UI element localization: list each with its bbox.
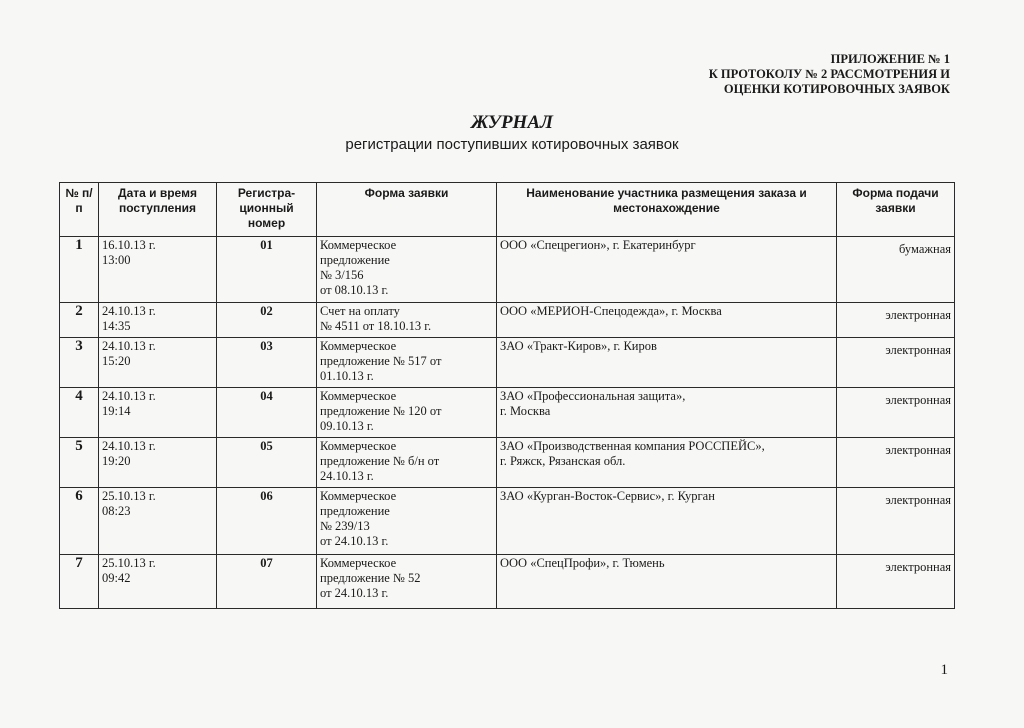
row-submission: электронная xyxy=(885,443,951,457)
row-submission: бумажная xyxy=(899,242,951,256)
appendix-line-2: К ПРОТОКОЛУ № 2 РАССМОТРЕНИЯ И xyxy=(708,67,950,81)
row-submission: электронная xyxy=(885,308,951,322)
table-row xyxy=(60,303,955,338)
appendix-line-1: ПРИЛОЖЕНИЕ № 1 xyxy=(830,52,950,66)
row-submission: электронная xyxy=(885,393,951,407)
row-reg-number: 07 xyxy=(217,555,317,609)
row-participant: ЗАО «Производственная компания РОССПЕЙС», г. Ряжск, Рязанская обл. xyxy=(497,438,837,488)
header-form: Форма заявки xyxy=(317,183,497,237)
row-submission: электронная xyxy=(885,343,951,357)
row-form: Коммерческое предложение № 52 от 24.10.13 г. xyxy=(317,555,497,609)
row-reg-number: 02 xyxy=(217,303,317,338)
row-datetime: 24.10.13 г. 19:20 xyxy=(99,438,217,488)
row-participant: ООО «СпецПрофи», г. Тюмень xyxy=(497,555,837,609)
row-reg-number: 03 xyxy=(217,338,317,388)
row-form: Счет на оплату № 4511 от 18.10.13 г. xyxy=(317,303,497,338)
table-header-row xyxy=(60,183,955,237)
row-reg-number: 04 xyxy=(217,388,317,438)
header-num: № п/п xyxy=(60,183,99,237)
row-datetime: 25.10.13 г. 09:42 xyxy=(99,555,217,609)
table-row xyxy=(60,488,955,555)
header-participant: Наименование участника размещения заказа и местонахождение xyxy=(497,183,837,237)
table-row xyxy=(60,388,955,438)
row-datetime: 24.10.13 г. 14:35 xyxy=(99,303,217,338)
header-datetime: Дата и время поступления xyxy=(99,183,217,237)
row-num: 5 xyxy=(60,438,99,488)
row-participant: ЗАО «Тракт-Киров», г. Киров xyxy=(497,338,837,388)
row-datetime: 16.10.13 г. 13:00 xyxy=(99,237,217,303)
document-subtitle: регистрации поступивших котировочных заявок xyxy=(345,136,679,153)
row-num: 4 xyxy=(60,388,99,438)
row-submission: электронная xyxy=(885,560,951,574)
row-participant: ЗАО «Курган-Восток-Сервис», г. Курган xyxy=(497,488,837,555)
row-reg-number: 06 xyxy=(217,488,317,555)
row-submission: электронная xyxy=(885,493,951,507)
row-reg-number: 01 xyxy=(217,237,317,303)
appendix-header xyxy=(709,52,950,97)
row-num: 6 xyxy=(60,488,99,555)
row-participant: ООО «Спецрегион», г. Екатеринбург xyxy=(497,237,837,303)
header-reg-number: Регистра-ционный номер xyxy=(217,183,317,237)
row-form: Коммерческое предложение № 3/156 от 08.10.13 г. xyxy=(317,237,497,303)
row-datetime: 24.10.13 г. 19:14 xyxy=(99,388,217,438)
row-form: Коммерческое предложение № 120 от 09.10.13 г. xyxy=(317,388,497,438)
row-num: 1 xyxy=(60,237,99,303)
row-form: Коммерческое предложение № 239/13 от 24.10.13 г. xyxy=(317,488,497,555)
row-num: 2 xyxy=(60,303,99,338)
document-title: ЖУРНАЛ xyxy=(470,112,554,133)
row-participant: ООО «МЕРИОН-Спецодежда», г. Москва xyxy=(497,303,837,338)
row-num: 7 xyxy=(60,555,99,609)
registration-journal-table xyxy=(59,182,955,609)
table-row xyxy=(60,338,955,388)
row-datetime: 25.10.13 г. 08:23 xyxy=(99,488,217,555)
row-num: 3 xyxy=(60,338,99,388)
appendix-line-3: ОЦЕНКИ КОТИРОВОЧНЫХ ЗАЯВОК xyxy=(723,82,950,96)
row-datetime: 24.10.13 г. 15:20 xyxy=(99,338,217,388)
row-participant: ЗАО «Профессиональная защита», г. Москва xyxy=(497,388,837,438)
page-number: 1 xyxy=(940,662,948,678)
table-row xyxy=(60,438,955,488)
row-form: Коммерческое предложение № 517 от 01.10.13 г. xyxy=(317,338,497,388)
table-row xyxy=(60,555,955,609)
table-row xyxy=(60,237,955,303)
row-form: Коммерческое предложение № б/н от 24.10.13 г. xyxy=(317,438,497,488)
header-submission: Форма подачи заявки xyxy=(837,183,955,237)
row-reg-number: 05 xyxy=(217,438,317,488)
